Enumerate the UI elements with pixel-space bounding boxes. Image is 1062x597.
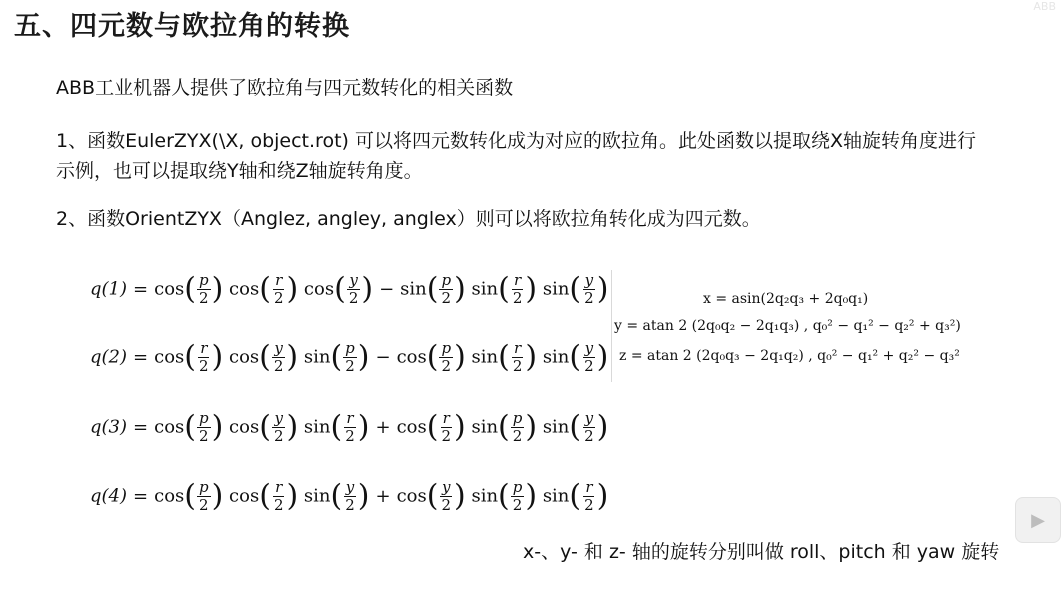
watermark: ABB: [1033, 0, 1056, 13]
intro-paragraph: ABB工业机器人提供了欧拉角与四元数转化的相关函数: [56, 77, 514, 99]
rotation-note: x-、y- 和 z- 轴的旋转分别叫做 roll、pitch 和 yaw 旋转: [523, 541, 1000, 563]
formula-z: z = atan 2 (2q₀q₃ − 2q₁q₂) , q₀² − q₁² + q₂² − q₃²: [619, 348, 960, 364]
formula-q3-lhs: q(3): [90, 416, 128, 438]
video-play-button[interactable]: [1015, 497, 1061, 543]
formula-q3: q(3) = cos( $\frac{p}{2}$ ) cos( $\frac{y}{2}$ ) sin( $\frac{r}{2}$ ) + cos( $\frac{r}{2}$ ) sin( $\frac{p}{2}$ ) sin( $\frac{y}{2}$ ): [90, 409, 609, 445]
orientzyx-paragraph: 2、函数OrientZYX（Anglez, angley, anglex）则可以将欧拉角转化成为四元数。: [56, 208, 761, 230]
formula-q4-lhs: q(4): [90, 485, 128, 507]
formula-q4: q(4) = cos( $\frac{p}{2}$ ) cos( $\frac{r}{2}$ ) sin( $\frac{y}{2}$ ) + cos( $\frac{y}{2}$ ) sin( $\frac{p}{2}$ ) sin( $\frac{r}{2}$ ): [90, 478, 609, 514]
formula-y: y = atan 2 (2q₀q₂ − 2q₁q₃) , q₀² − q₁² − q₂² + q₃²): [614, 318, 961, 334]
page-title: 五、四元数与欧拉角的转换: [14, 11, 350, 42]
formula-q1: q(1) = cos( $\frac{p}{2}$ ) cos( $\frac{r}{2}$ ) cos( $\frac{y}{2}$ ) − sin( $\frac{p}{2}$ ) sin( $\frac{r}{2}$ ) sin( $\frac{y}{2}$ ): [90, 271, 609, 307]
formula-x: x = asin(2q₂q₃ + 2q₀q₁): [703, 291, 869, 307]
eulerzyx-paragraph: 1、函数EulerZYX(\X, object.rot) 可以将四元数转化成为对应的欧拉角。此处函数以提取绕X轴旋转角度进行示例，也可以提取绕Y轴和绕Z轴旋转角度。: [56, 130, 976, 182]
formula-q1-lhs: q(1): [90, 278, 128, 300]
formula-q2-lhs: q(2): [90, 346, 128, 368]
formula-divider: [611, 270, 612, 382]
play-icon: ▶: [1031, 509, 1045, 531]
formula-q2: q(2) = cos( $\frac{r}{2}$ ) cos( $\frac{y}{2}$ ) sin( $\frac{p}{2}$ ) − cos( $\frac{p}{2}$ ) sin( $\frac{r}{2}$ ) sin( $\frac{y}{2}$ ): [90, 339, 609, 375]
